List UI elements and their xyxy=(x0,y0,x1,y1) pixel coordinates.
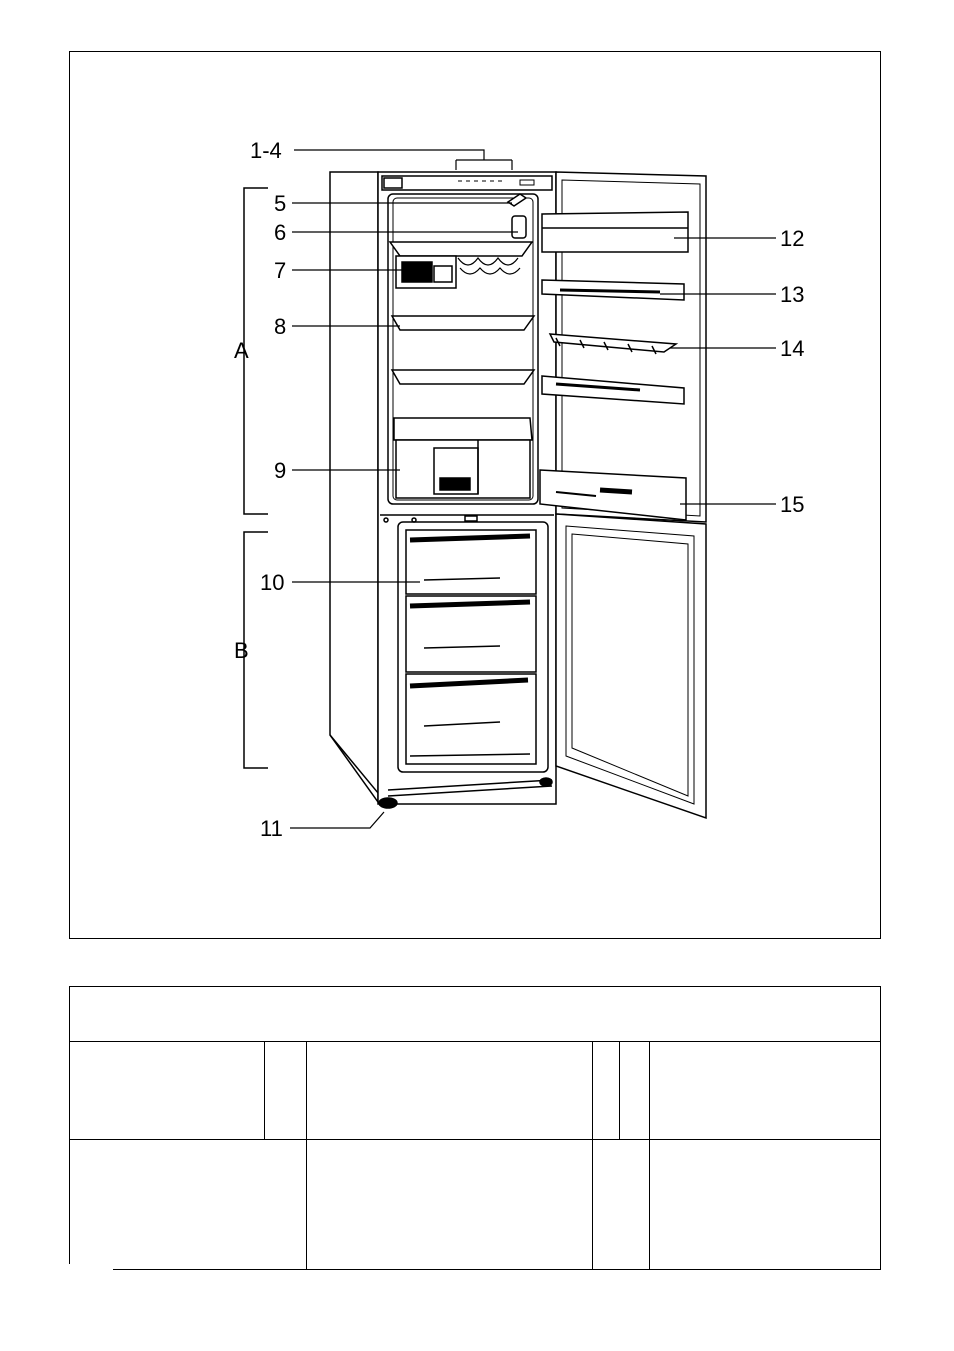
callout-13: 13 xyxy=(780,282,805,307)
freezer-compartment xyxy=(398,522,548,772)
callout-14: 14 xyxy=(780,336,805,361)
adjustable-foot xyxy=(379,798,397,808)
section-label-a: A xyxy=(234,338,249,363)
callout-6: 6 xyxy=(274,220,287,245)
callout-1-4: 1-4 xyxy=(250,138,282,163)
section-label-b: B xyxy=(234,638,249,663)
fridge-door xyxy=(540,172,706,522)
appliance-cabinet xyxy=(330,172,556,808)
legend-table xyxy=(69,986,881,1271)
freezer-door xyxy=(556,514,706,818)
callout-10: 10 xyxy=(260,570,285,595)
callout-11: 11 xyxy=(260,816,283,841)
callout-12: 12 xyxy=(780,226,805,251)
callout-7: 7 xyxy=(274,258,287,283)
callout-5: 5 xyxy=(274,191,287,216)
callout-8: 8 xyxy=(274,314,287,339)
callout-9: 9 xyxy=(274,458,287,483)
callout-15: 15 xyxy=(780,492,805,517)
